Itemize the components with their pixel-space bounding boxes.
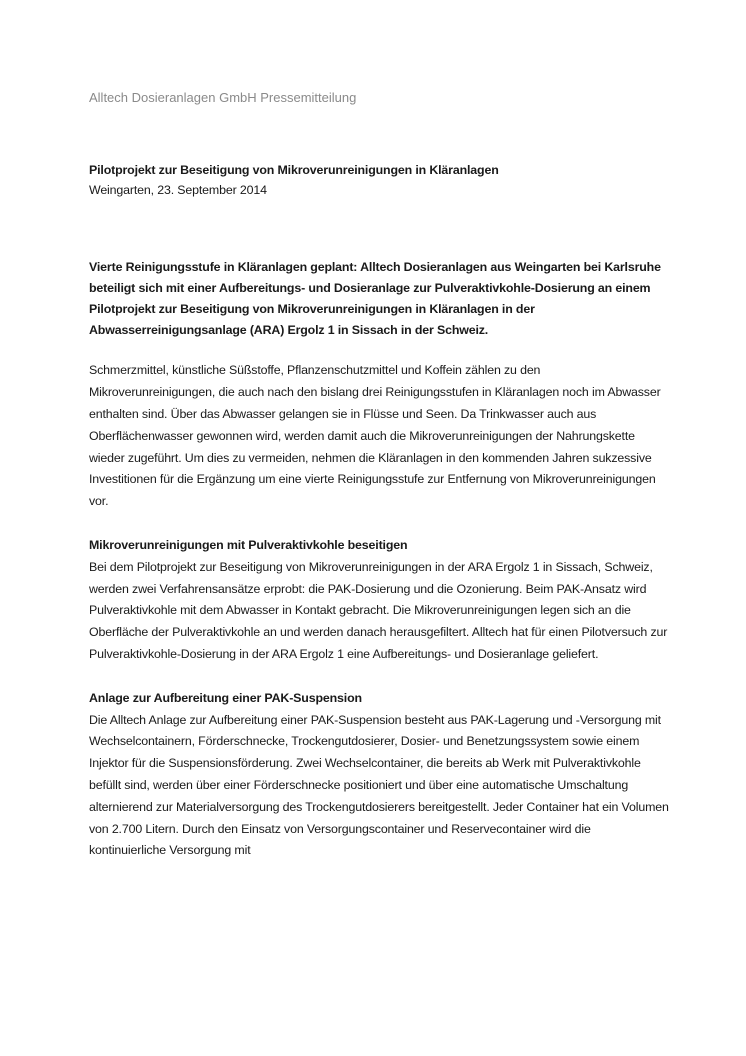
intro-paragraph: Schmerzmittel, künstliche Süßstoffe, Pflanzenschutzmittel und Koffein zählen zu den Mikroverunreinigungen, die auch nach den bislang drei Reinigungsstufen in Kläranlagen noch im Abwasser enthalten sind. Über das Abwasser gelangen sie in Flüsse und Seen. Da Trinkwasser auch aus Oberflächenwasser gewonnen wird, werden damit auch die Mikroverunreinigungen der Nahrungskette wieder zugeführt. Um dies zu vermeiden, nehmen die Kläranlagen in den kommenden Jahren sukzessive Investitionen für die Ergänzung um eine vierte Reinigungsstufe zur Entfernung von Mikroverunreinigungen vor. xyxy=(89,363,661,509)
section-heading-pulveraktivkohle: Mikroverunreinigungen mit Pulveraktivkohle beseitigen xyxy=(89,537,408,552)
dateline: Weingarten, 23. September 2014 xyxy=(89,182,267,197)
section-heading-pak-suspension: Anlage zur Aufbereitung einer PAK-Suspension xyxy=(89,690,362,705)
section-text-pulveraktivkohle: Bei dem Pilotprojekt zur Beseitigung von Mikroverunreinigungen in der ARA Ergolz 1 in Sissach, Schweiz, werden zwei Verfahrensansätze erprobt: die PAK-Dosierung und die Ozonierung. Beim PAK-Ansatz wird Pulveraktivkohle mit dem Abwasser in Kontakt gebracht. Die Mikroverunreinigungen legen sich an die Oberfläche der Pulveraktivkohle an und werden danach herausgefiltert. Alltech hat für einen Pilotversuch zur Pulveraktivkohle-Dosierung in der ARA Ergolz 1 eine Aufbereitungs- und Dosieranlage geliefert. xyxy=(89,559,668,661)
document-body xyxy=(89,161,669,862)
section-text-pak-suspension: Die Alltech Anlage zur Aufbereitung einer PAK-Suspension besteht aus PAK-Lagerung und -Versorgung mit Wechselcontainern, Förderschnecke, Trockengutdosierer, Dosier- und Benetzungssystem sowie einem Injektor für die Suspensionsförderung. Zwei Wechselcontainer, die bereits ab Werk mit Pulveraktivkohle befüllt sind, werden über einer Förderschnecke positioniert und über eine automatische Umschaltung alternierend zur Materialversorgung des Trockengutdosierers bereitgestellt. Jeder Container hat ein Volumen von 2.700 Litern. Durch den Einsatz von Versorgungscontainer und Reservecontainer wird die kontinuierliche Versorgung mit xyxy=(89,712,669,858)
press-release-title: Pilotprojekt zur Beseitigung von Mikroverunreinigungen in Kläranlagen xyxy=(89,163,499,177)
press-release-header: Alltech Dosieranlagen GmbH Pressemitteilung xyxy=(89,90,357,105)
lead-paragraph: Vierte Reinigungsstufe in Kläranlagen geplant: Alltech Dosieranlagen aus Weingarten bei Karlsruhe beteiligt sich mit einer Aufbereitungs- und Dosieranlage zur Pulveraktivkohle-Dosierung an einem Pilotprojekt zur Beseitigung von Mikroverunreinigungen in Kläranlagen in der Abwasserreinigungsanlage (ARA) Ergolz 1 in Sissach in der Schweiz. xyxy=(89,260,661,337)
